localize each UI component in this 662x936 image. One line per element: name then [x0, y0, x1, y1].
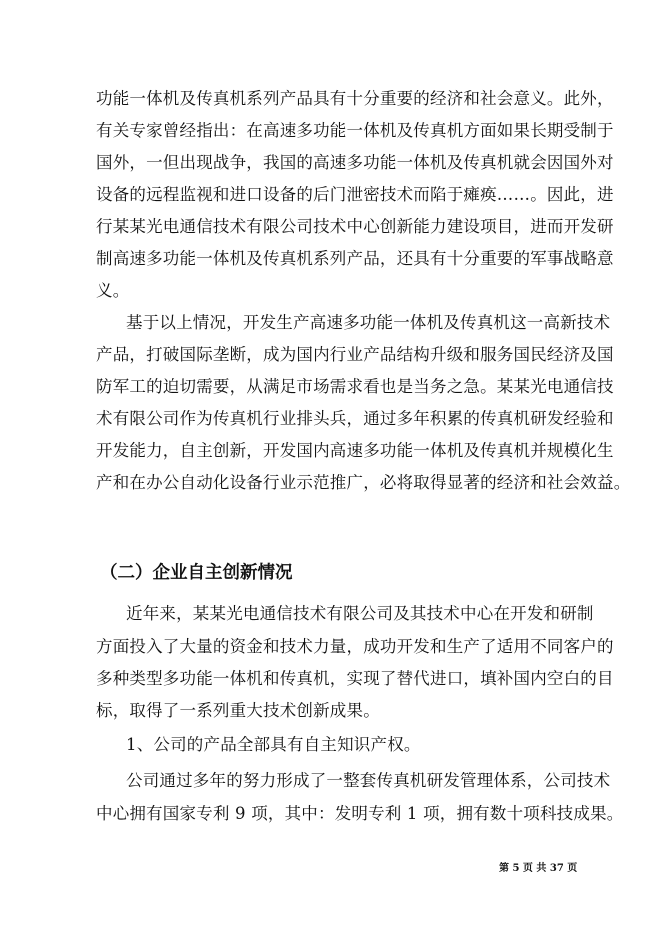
paragraph-line: 国外，一但出现战争，我国的高速多功能一体机及传真机就会因国外对 — [96, 153, 614, 172]
list-item: 1、公司的产品全部具有自主知识产权。 — [126, 735, 421, 754]
paragraph-line: 开发能力，自主创新，开发国内高速多功能一体机及传真机并规模化生 — [96, 441, 614, 460]
paragraph-line: 标，取得了一系列重大技术创新成果。 — [96, 701, 380, 720]
paragraph-line: 功能一体机及传真机系列产品具有十分重要的经济和社会意义。此外， — [96, 89, 614, 108]
paragraph-line: 公司通过多年的努力形成了一整套传真机研发管理体系，公司技术 — [126, 771, 611, 790]
paragraph-line: 产品，打破国际垄断，成为国内行业产品结构升级和服务国民经济及国 — [96, 345, 614, 364]
paragraph-line: 行某某光电通信技术有限公司技术中心创新能力建设项目，进而开发研 — [96, 217, 614, 236]
paragraph-line: 中心拥有国家专利 9 项，其中：发明专利 1 项，拥有数十项科技成果。 — [96, 804, 624, 823]
paragraph-line: 方面投入了大量的资金和技术力量，成功开发和生产了适用不同客户的 — [96, 637, 614, 656]
paragraph-line: 制高速多功能一体机及传真机系列产品，还具有十分重要的军事战略意 — [96, 249, 614, 268]
paragraph-line: 有关专家曾经指出：在高速多功能一体机及传真机方面如果长期受制于 — [96, 121, 614, 140]
section-heading: （二）企业自主创新情况 — [100, 563, 293, 583]
paragraph-line: 产和在办公自动化设备行业示范推广，必将取得显著的经济和社会效益。 — [96, 473, 631, 492]
paragraph-line: 基于以上情况，开发生产高速多功能一体机及传真机这一高新技术 — [126, 313, 611, 332]
paragraph-line: 术有限公司作为传真机行业排头兵，通过多年积累的传真机研发经验和 — [96, 409, 614, 428]
paragraph-line: 义。 — [96, 281, 130, 300]
paragraph-line: 多种类型多功能一体机和传真机，实现了替代进口，填补国内空白的目 — [96, 669, 614, 688]
paragraph-line: 防军工的迫切需要，从满足市场需求看也是当务之急。某某光电通信技 — [96, 377, 614, 396]
paragraph-line: 近年来，某某光电通信技术有限公司及其技术中心在开发和研制 — [126, 604, 594, 623]
page-number: 第 5 页 共 37 页 — [499, 863, 578, 874]
paragraph-line: 设备的远程监视和进口设备的后门泄密技术而陷于瘫痪……。因此，进 — [96, 185, 614, 204]
